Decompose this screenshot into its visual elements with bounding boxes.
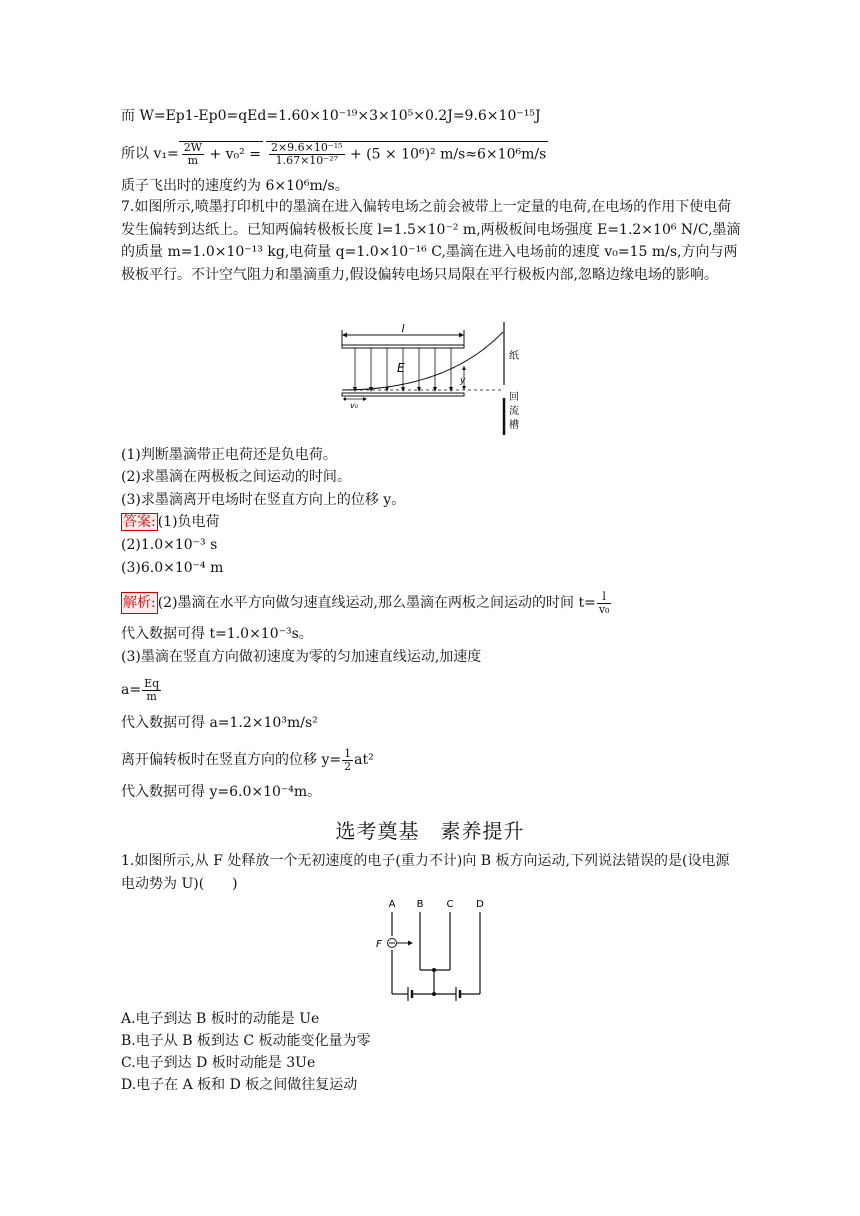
plates-circuit-figure <box>372 894 494 1002</box>
q7-part1: (1)判断墨滴带正电荷还是负电荷。 <box>121 447 337 463</box>
t-fraction <box>597 591 612 616</box>
a-frac-num: Eq <box>144 676 160 690</box>
v1-frac2-num: 2×9.6×10⁻¹⁵ <box>270 141 343 154</box>
q7-part2: (2)求墨滴在两极板之间运动的时间。 <box>121 469 351 485</box>
paper-label: 纸 <box>509 351 519 362</box>
plate-label-d: D <box>476 899 484 910</box>
t-frac-num: l <box>597 591 612 604</box>
v1-frac1-num: 2W <box>183 141 203 154</box>
analysis-5: 代入数据可得 a=1.2×10³m/s² <box>121 715 318 731</box>
v1-prefix: 所以 v₁= <box>121 146 179 162</box>
top-plate <box>342 345 464 348</box>
field-label: E <box>397 361 405 375</box>
plate-label-a: A <box>388 899 396 910</box>
v1-frac2-den: 1.67×10⁻²⁷ <box>275 154 338 167</box>
v1-plus: + v₀² = <box>209 146 261 163</box>
analysis-4 <box>121 673 162 707</box>
f-label: F <box>376 939 382 950</box>
ink-trajectory <box>342 332 503 390</box>
y-prefix: 离开偏转板时在竖直方向的位移 y= <box>121 752 342 768</box>
length-label: l <box>401 322 405 335</box>
question-7: 7.如图所示,喷墨打印机中的墨滴在进入偏转电场之前会被带上一定量的电荷,在电场的作用下使电荷发生偏转到达纸上。已知两偏转极板长度 l=1.5×10⁻² m,两极板间电场强度 E=1.2×10⁶ N/C,墨滴的质量 m=1.0×10⁻¹³ kg,电荷量 q=1.0×10⁻¹⁶ C,墨滴在进入电场前的速度 v₀=15 m/s,方向与两极板平行。不计空气阻力和墨滴重力,假设偏转电场只局限在平行极板内部,忽略边缘电场的影响。 <box>121 199 741 283</box>
v1-rest: + (5 × 10⁶)² m/s≈6×10⁶m/s <box>349 146 547 163</box>
question-1: 1.如图所示,从 F 处释放一个无初速度的电子(重力不计)向 B 板方向运动,下列说法错误的是(设电源电动势为 U)( ) <box>121 853 730 892</box>
analysis-7: 代入数据可得 y=6.0×10⁻⁴m。 <box>121 784 322 800</box>
w-equation: 而 W=Ep1-Ep0=qEd=1.60×10⁻¹⁹×3×10⁵×0.2J=9.6×10⁻¹⁵J <box>121 108 541 124</box>
v1-root-2 <box>266 141 548 167</box>
a-prefix: a= <box>121 682 142 698</box>
analysis-line-1 <box>121 586 612 620</box>
half-fraction <box>342 748 353 773</box>
t-frac-den: v₀ <box>598 602 610 616</box>
analysis-2: 代入数据可得 t=1.0×10⁻³s。 <box>121 626 313 642</box>
v0-label: v₀ <box>350 401 358 410</box>
answer-line-1 <box>121 512 220 532</box>
v1-root-1 <box>179 141 263 167</box>
answer-1: (1)负电荷 <box>157 514 220 530</box>
analysis-3: (3)墨滴在竖直方向做初速度为零的匀加速直线运动,加速度 <box>121 649 482 665</box>
analysis-6 <box>121 743 374 777</box>
half-den: 2 <box>344 759 352 773</box>
section-heading: 选考奠基 素养提升 <box>335 819 525 843</box>
option-d: D.电子在 A 板和 D 板之间做往复运动 <box>121 1077 358 1093</box>
trough-label-3: 槽 <box>509 420 519 431</box>
option-c: C.电子到达 D 板时动能是 3Ue <box>121 1055 316 1071</box>
a-frac-den: m <box>146 689 157 703</box>
deflection-figure <box>337 322 527 440</box>
plate-label-b: B <box>416 899 424 910</box>
answer-2: (2)1.0×10⁻³ s <box>121 537 218 553</box>
v1-equation <box>121 136 548 172</box>
q7-part3: (3)求墨滴离开电场时在竖直方向上的位移 y。 <box>121 492 406 508</box>
a-fraction <box>142 678 161 703</box>
answer-tag: 答案: <box>123 514 156 530</box>
bottom-plate <box>342 393 464 396</box>
v1-fraction-1 <box>182 142 204 167</box>
plate-label-c: C <box>446 899 454 910</box>
y-suffix: at² <box>354 752 374 768</box>
trough-label-1: 回 <box>509 392 519 403</box>
answer-3: (3)6.0×10⁻⁴ m <box>121 560 224 576</box>
trough-label-2: 流 <box>509 406 519 417</box>
half-num: 1 <box>344 746 352 760</box>
y-label: y <box>460 376 466 386</box>
analysis-tag: 解析: <box>121 592 158 614</box>
option-a: A.电子到达 B 板时的动能是 Ue <box>121 1011 320 1027</box>
v1-fraction-2 <box>269 142 345 167</box>
option-b: B.电子从 B 板到达 C 板动能变化量为零 <box>121 1033 371 1049</box>
v1-frac1-den: m <box>187 154 199 167</box>
conclusion-text: 质子飞出时的速度约为 6×10⁶m/s。 <box>121 178 349 194</box>
analysis-1: (2)墨滴在水平方向做匀速直线运动,那么墨滴在两板之间运动的时间 t= <box>157 595 596 611</box>
